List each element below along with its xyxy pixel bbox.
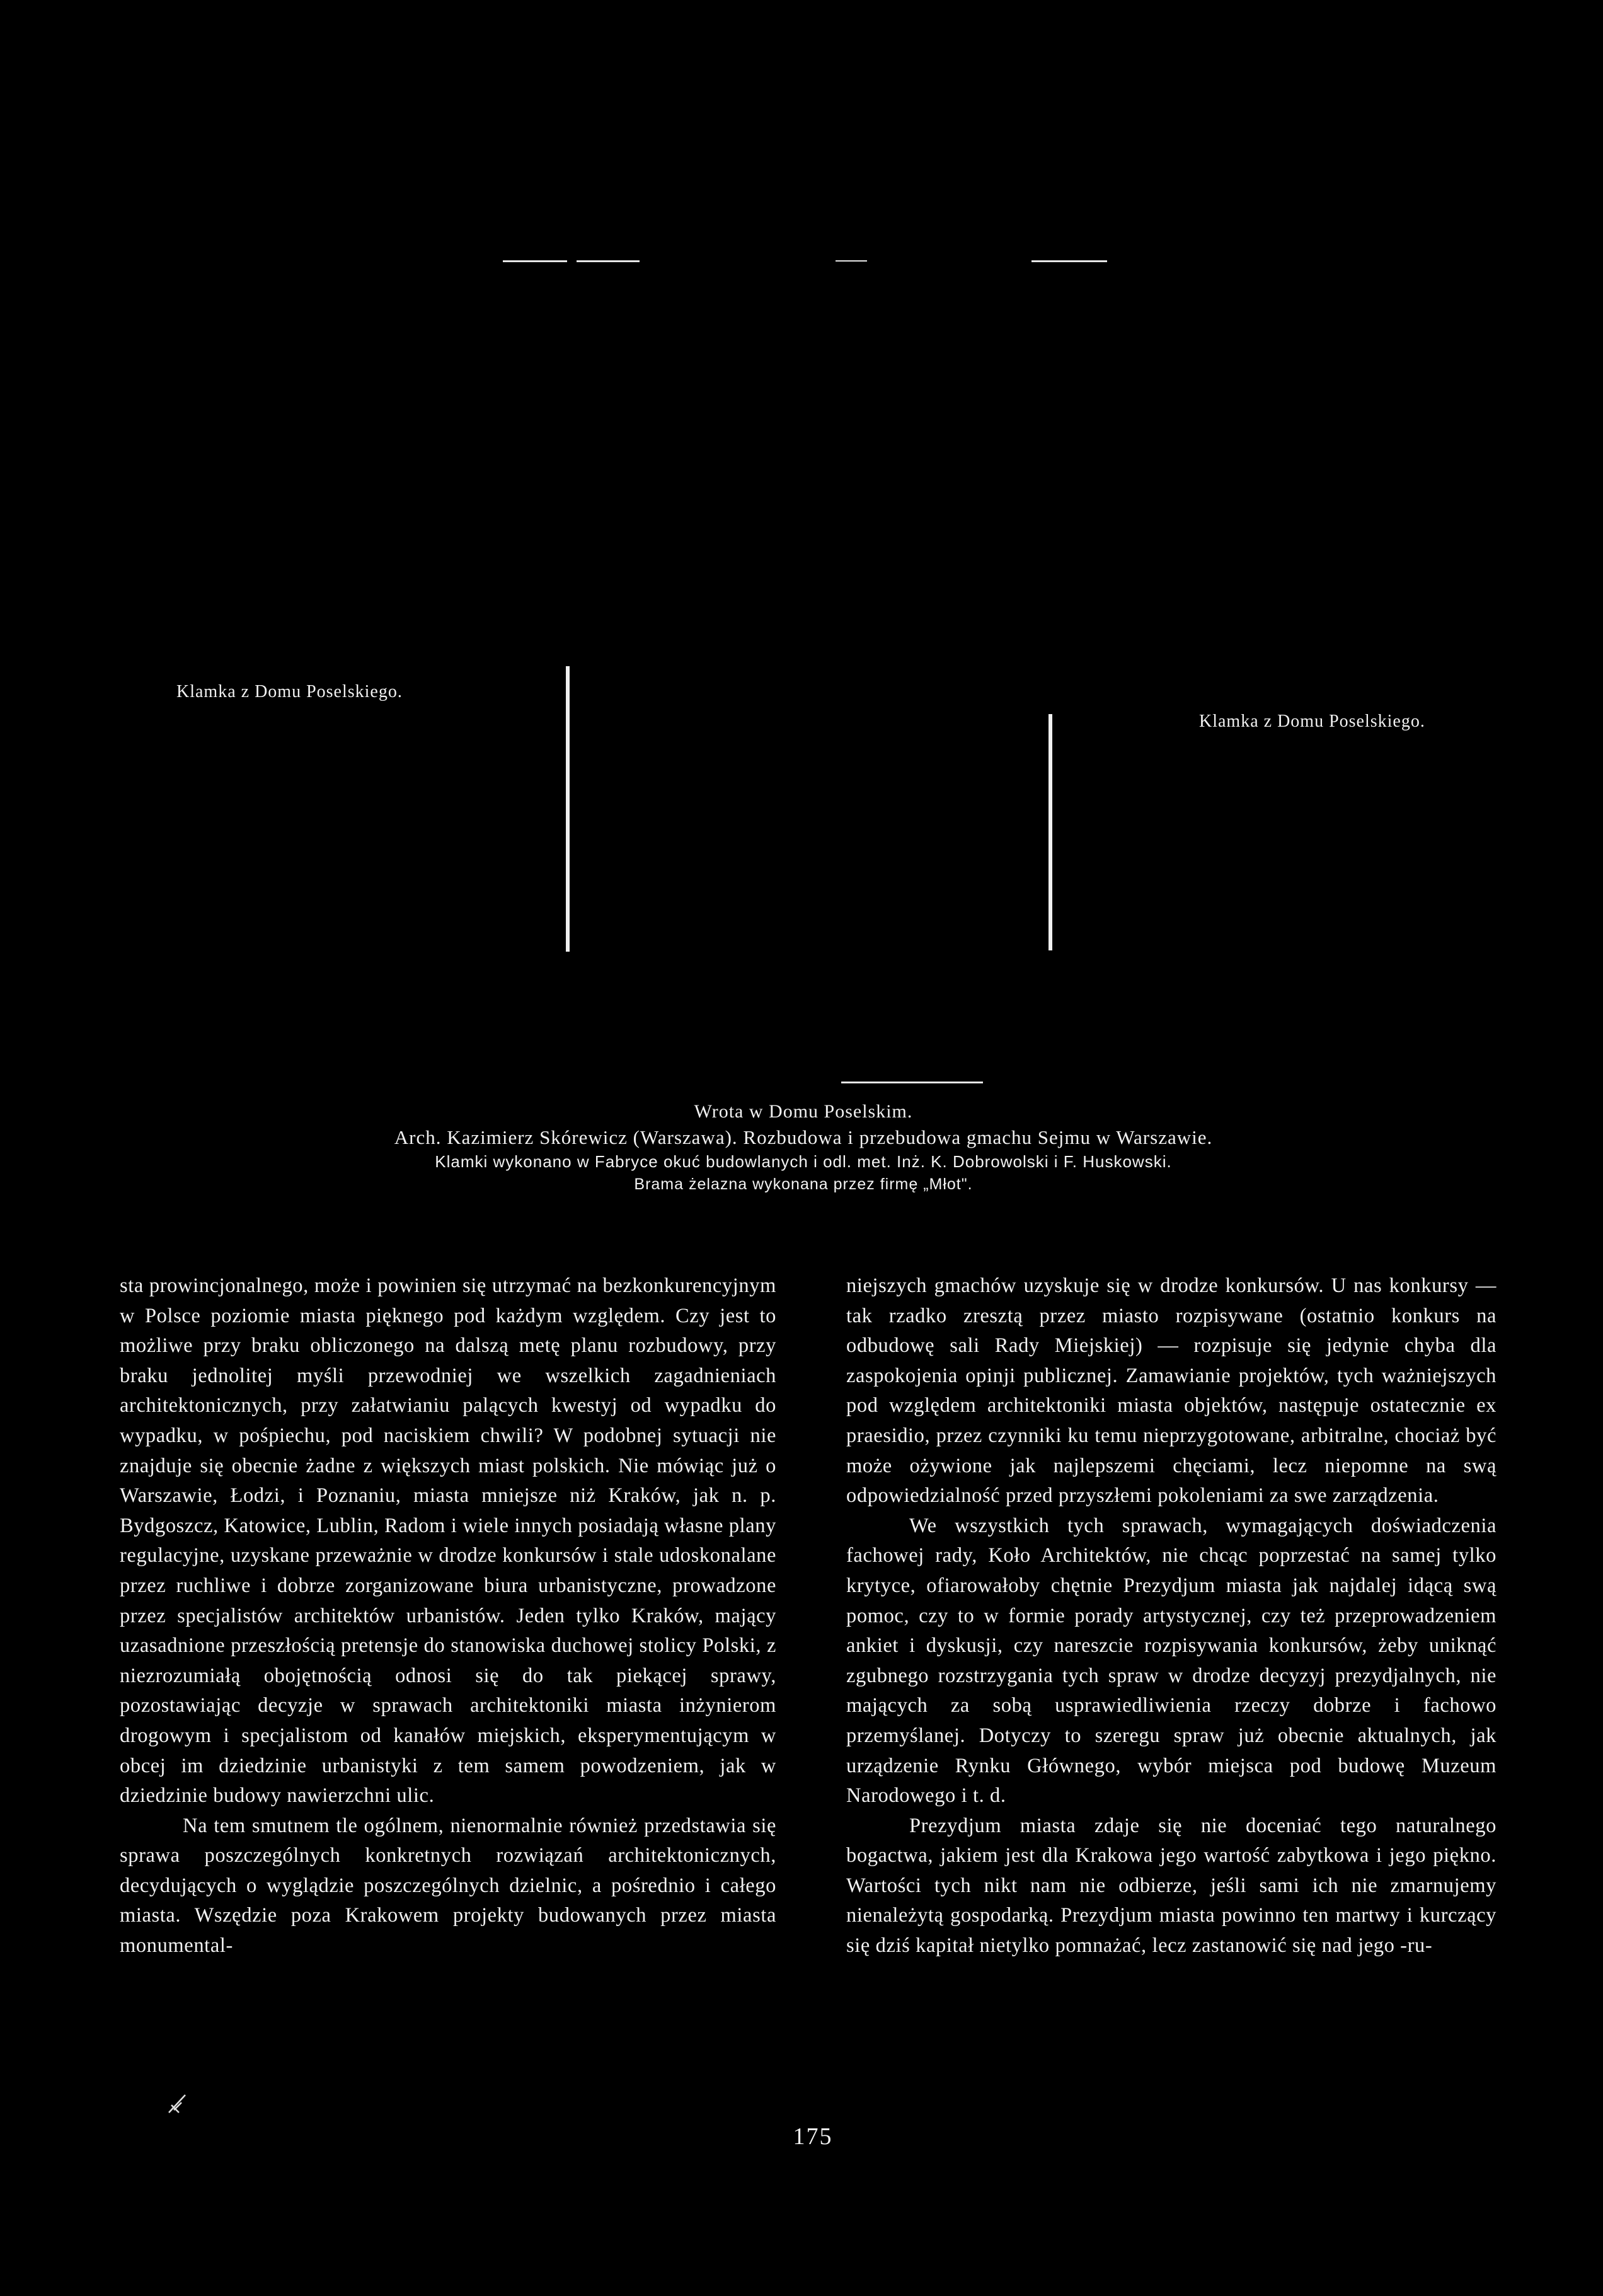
left-photo-caption: Klamka z Domu Poselskiego. bbox=[176, 682, 403, 701]
left-vertical-bar bbox=[566, 666, 570, 952]
right-paragraph-2: We wszystkich tych sprawach, wymagających doświadczenia fachowej rady, Koło Architektów, nie chcąc poprzestać na samej tylko krytyce, ofiarowałoby chętnie Prezydjum miasta jak najdalej idącą swą pomoc, czy to w formie porady artystycznej, czy też przeprowadzeniem ankiet i dyskusji, czy nareszcie rozpisywania konkursów, żeby uniknąć zgubnego rozstrzygania tych spraw w drodze decyzyj prezydjalnych, nie mających za sobą usprawiedliwienia rzeczy dobrze i fachowo przemyślanej. Dotyczy to szeregu spraw już obecnie aktualnych, jak urządzenie Rynku Głównego, wybór miejsca pod budowę Muzeum Narodowego i t. d. bbox=[846, 1514, 1497, 1808]
caption-klamki: Klamki wykonano w Fabryce okuć budowlanych i odl. met. Inż. K. Dobrowolski i F. Huskowski. bbox=[435, 1152, 1172, 1171]
printer-mark-icon bbox=[165, 2091, 190, 2116]
caption-architect: Arch. Kazimierz Skórewicz (Warszawa). Rozbudowa i przebudowa gmachu Sejmu w Warszawie. bbox=[394, 1126, 1213, 1148]
left-paragraph-1: sta prowincjonalnego, może i powinien się utrzymać na bezkonkurencyjnym w Polsce poziomie miasta pięknego pod każdym względem. Czy jest to możliwe przy braku obliczonego na dalszą metę planu rozbudowy, przy braku jednolitej myśli przewodniej we wszelkich zagadnieniach architektonicznych, przy załatwianiu palących kwestyj od wypadku do wypadku, w pośpiechu, pod naciskiem chwili? W podobnej sytuacji nie znajduje się obecnie żadne z większych miast polskich. Nie mówiąc już o Warszawie, Łodzi, i Poznaniu, miasta mniejsze niż Kraków, jak n. p. Bydgoszcz, Katowice, Lublin, Radom i wiele innych posiadają własne plany regulacyjne, uzyskane przeważnie w drodze konkursów i stale udoskonalane przez ruchliwe i dobrze zorganizowane biura urbanistyczne, prowadzone przez specjalistów architektów urbanistów. Jeden tylko Kraków, mający uzasadnione przeszłością pretensje do stanowiska duchowej stolicy Polski, z niezrozumiałą obojętnością odnosi się do tak piekącej sprawy, pozostawiając decyzje w sprawach architektoniki miasta inżynierom drogowym i specjalistom od kanałów miejskich, eksperymentującym w obcej im dziedzinie urbanistyki z tem samem powodzeniem, jak w dziedzinie budowy nawierzchni ulic. bbox=[120, 1274, 776, 1808]
page-number: 175 bbox=[793, 2123, 833, 2150]
top-rule-mid bbox=[836, 260, 867, 262]
top-rule-left bbox=[503, 260, 567, 262]
right-paragraph-3: Prezydjum miasta zdaje się nie doceniać tego naturalnego bogactwa, jakiem jest dla Krakowa jego wartość zabytkowa i jego piękno. Wartości tych nikt nam nie odbierze, jeśli sami ich nie zmarnujemy nienależytą gospodarką. Prezydjum miasta powinno ten martwy i kurczący się dziś kapitał nietylko pomnażać, lecz zastanowić się nad jego -ru- bbox=[846, 1814, 1497, 1958]
right-vertical-bar bbox=[1049, 714, 1052, 950]
caption-rule bbox=[841, 1082, 983, 1083]
right-paragraph-1: niejszych gmachów uzyskuje się w drodze konkursów. U nas konkursy — tak rzadko zresztą przez miasto rozpisywane (ostatnio konkurs na odbudowę sali Rady Miejskiej) — rozpisuje się jedynie chyba dla zaspokojenia opinji publicznej. Zamawianie projektów, tych ważniejszych pod względem architektoniki miasta objektów, następuje ostatecznie ex praesidio, przez czynniki ku temu nieprzygotowane, arbitralne, chociaż być może ożywione jak najlepszemi chęciami, lecz niepomne na swą odpowiedzialność przed przyszłemi pokoleniami za swe zarządzenia. bbox=[846, 1274, 1497, 1508]
left-text-column bbox=[120, 1271, 776, 1961]
left-paragraph-2: Na tem smutnem tle ogólnem, nienormalnie również przedstawia się sprawa poszczególnych konkretnych rozwiązań architektonicznych, decydujących o wyglądzie poszczególnych dzielnic, a pośrednio i całego miasta. Wszędzie poza Krakowem projekty budowanych przez miasta monumental- bbox=[120, 1814, 776, 1958]
caption-title: Wrota w Domu Poselskim. bbox=[694, 1101, 913, 1122]
top-rule-mid-left bbox=[577, 260, 640, 262]
right-photo-caption: Klamka z Domu Poselskiego. bbox=[1199, 712, 1425, 731]
right-text-column bbox=[846, 1271, 1497, 1961]
figure-caption bbox=[170, 1101, 1437, 1194]
top-rule-right bbox=[1031, 260, 1107, 262]
caption-brama: Brama żelazna wykonana przez firmę „Młot". bbox=[634, 1175, 973, 1193]
